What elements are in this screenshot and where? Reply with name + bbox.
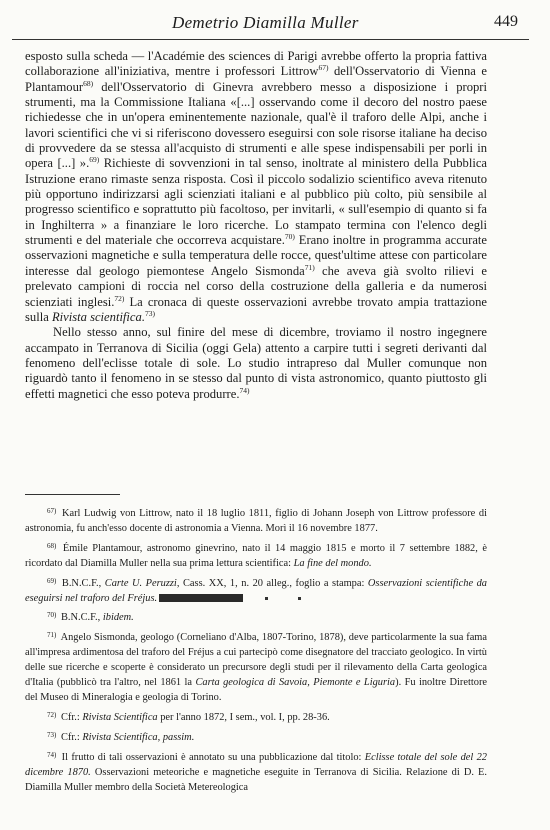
footnote-text: B.N.C.F.,	[60, 612, 103, 624]
text-run: Erano inoltre in programma accurate osservazioni magnetiche e sulla temperatura delle rocce, quest'ultime attese con particolare interesse dal geologo piemontese Angelo Sismonda	[25, 233, 487, 278]
footnote-number: 73)	[47, 730, 57, 739]
footnote-italic: ibidem.	[102, 612, 134, 624]
footnote-text: Cfr.:	[60, 711, 83, 723]
footnote-ref-68: 68)	[83, 78, 94, 88]
footnote-italic: Osservazioni scientifiche da eseguirsi nel traforo del Fréjus.	[25, 577, 487, 604]
header-rule	[12, 39, 529, 40]
paragraph-1	[25, 49, 487, 325]
footnote-71	[25, 631, 487, 706]
redaction-mark	[159, 594, 243, 602]
footnote-number: 74)	[47, 750, 57, 759]
footnotes	[25, 507, 487, 800]
footnote-text: ). Fu inoltre Direttore del Museo di Mineralogia e geologia di Torino.	[25, 677, 488, 703]
footnote-ref-72: 72)	[114, 293, 125, 303]
footnote-italic: Rivista Scientifica	[82, 711, 158, 723]
footnote-text: Angelo Sismonda, geologo (Corneliano d'Alba, 1807-Torino, 1878), deve particolarmente la sua fama all'impresa ardimentosa del traforo del Fréjus a cui partecipò come disegnatore del tracciato geologico. In virtù delle sue ricerche e scoperte è considerato un precursore degli studi per il rilevamento della Carta geologica d'Italia (pubblicò tra l'altro, nel 1861 la	[25, 632, 488, 689]
text-run: dell'Osservatorio di Vienna e Plantamour	[25, 64, 487, 94]
text-run: Nello stesso anno, sul finire del mese di dicembre, troviamo il nostro ingegnere accampato in Terranova di Sicilia (oggi Gela) attento a carpire tutti i segreti derivanti dal fenomeno dell'eclisse totale di sole. Lo studio intrapreso dal Muller comunque non riguardò tanto il fenomeno in se stesso dal punto di vista astronomico, quanto piuttosto gli effetti magnetici che esso poteva produrre.	[25, 325, 487, 401]
ink-speck	[265, 597, 268, 600]
footnote-67	[25, 507, 487, 537]
footnote-number: 72)	[47, 710, 57, 719]
footnote-70	[25, 611, 487, 626]
text-run: Richieste di sovvenzioni in tal senso, inoltrate al ministero della Pubblica Istruzione erano rimaste senza risposta. Così il piccolo sodalizio scientifico aveva ritenuto più opportuno indirizzarsi agli scienziati italiani e al pubblico più colto, più sensibile al progresso scientifico e soprattutto più facoltoso, per invitarli, « sull'esempio di quanto si fa in Inghilterra » a finanziare le loro ricerche. Lo stampato termina con l'elenco degli strumenti e del materiale che occorreva acquistare.	[25, 156, 488, 248]
footnote-number: 67)	[47, 507, 57, 515]
text-run: che aveva già svolto rilievi e prelevato campioni di roccia nel corso della costruzione della galleria e da numerosi scienziati inglesi.	[25, 263, 487, 309]
footnote-text: Émile Plantamour, astronomo ginevrino, nato il 14 maggio 1815 e morto il 7 settembre 1882, è ricordato dal Diamilla Muller nella sua prima lettura scientifica:	[25, 542, 487, 569]
footnote-number: 69)	[47, 576, 57, 585]
footnote-72	[25, 711, 487, 726]
footnote-number: 70)	[47, 611, 57, 620]
text-run: esposto sulla scheda — l'Académie des sciences di Parigi avrebbe offerto la propria fattiva collaborazione all'iniziativa, mentre i professori Littrow	[25, 49, 487, 79]
footnote-ref-73: 73)	[144, 308, 155, 318]
footnote-italic: La fine del mondo.	[293, 557, 372, 569]
footnote-ref-70: 70)	[284, 232, 295, 242]
paragraph-2	[25, 325, 487, 402]
footnote-text: Karl Ludwig von Littrow, nato il 18 luglio 1811, figlio di Johann Joseph von Littrow professore di astronomia, fu anch'esso docente di astronomia a Vienna. Morì il 16 novembre 1877.	[25, 508, 487, 534]
footnote-italic: Carte U. Peruzzi	[104, 577, 177, 589]
text-run: La cronaca di queste osservazioni avrebbe trovato ampia trattazione sulla	[25, 294, 487, 324]
footnote-text: per l'anno 1872, I sem., vol. I, pp. 28-36.	[157, 711, 330, 723]
footnote-text: Cfr.:	[60, 731, 83, 743]
text-run: dell'Osservatorio di Ginevra avrebbero messo a disposizione i propri strumenti, ma la Commissione Italiana «[...] osservando come il decoro del nostro paese richiedesse che in un'opera eminentemente nazionale, qual'è il traforo delle Alpi, anche i lavori scientifici che vi si riferiscono dovessero eseguirsi con sole risorse italiane ha deciso di provvedere da se stessa all'acquisto di strumenti e alle spese indispensabili per porli in opera [...] ».	[25, 79, 487, 171]
footnote-74	[25, 751, 487, 796]
footnote-italic: Eclisse totale del sole del 22 dicembre 1870.	[25, 751, 487, 778]
footnote-italic: Carta geologica di Savoia, Piemonte e Liguria	[195, 677, 396, 689]
footnote-73	[25, 731, 487, 746]
running-title: Demetrio Diamilla Muller	[172, 13, 359, 32]
footnote-ref-74: 74)	[239, 385, 250, 395]
footnote-68	[25, 542, 487, 572]
footnote-69	[25, 577, 487, 607]
main-text	[25, 49, 487, 402]
page-header	[0, 13, 550, 43]
footnote-text: Osservazioni meteoriche e magnetiche eseguite in Terranova di Sicilia. Relazione di D. E. Diamilla Muller membro della Società Metereologica	[25, 766, 487, 793]
footnote-separator	[25, 494, 120, 495]
journal-title: Rivista scientifica.	[51, 309, 145, 324]
page-number: 449	[494, 13, 518, 30]
footnote-number: 68)	[47, 541, 57, 550]
footnote-text: B.N.C.F.,	[61, 577, 105, 589]
footnote-number: 71)	[47, 631, 57, 640]
footnote-text: , Cass. XX, 1, n. 20 alleg., foglio a stampa:	[176, 577, 368, 589]
footnote-text: Il frutto di tali osservazioni è annotato su una pubblicazione dal titolo:	[61, 751, 365, 763]
footnote-ref-69: 69)	[89, 155, 100, 165]
footnote-italic: Rivista Scientifica, passim.	[82, 731, 195, 743]
footnote-ref-67: 67)	[318, 63, 329, 73]
ink-speck	[298, 597, 301, 600]
footnote-ref-71: 71)	[304, 262, 315, 272]
